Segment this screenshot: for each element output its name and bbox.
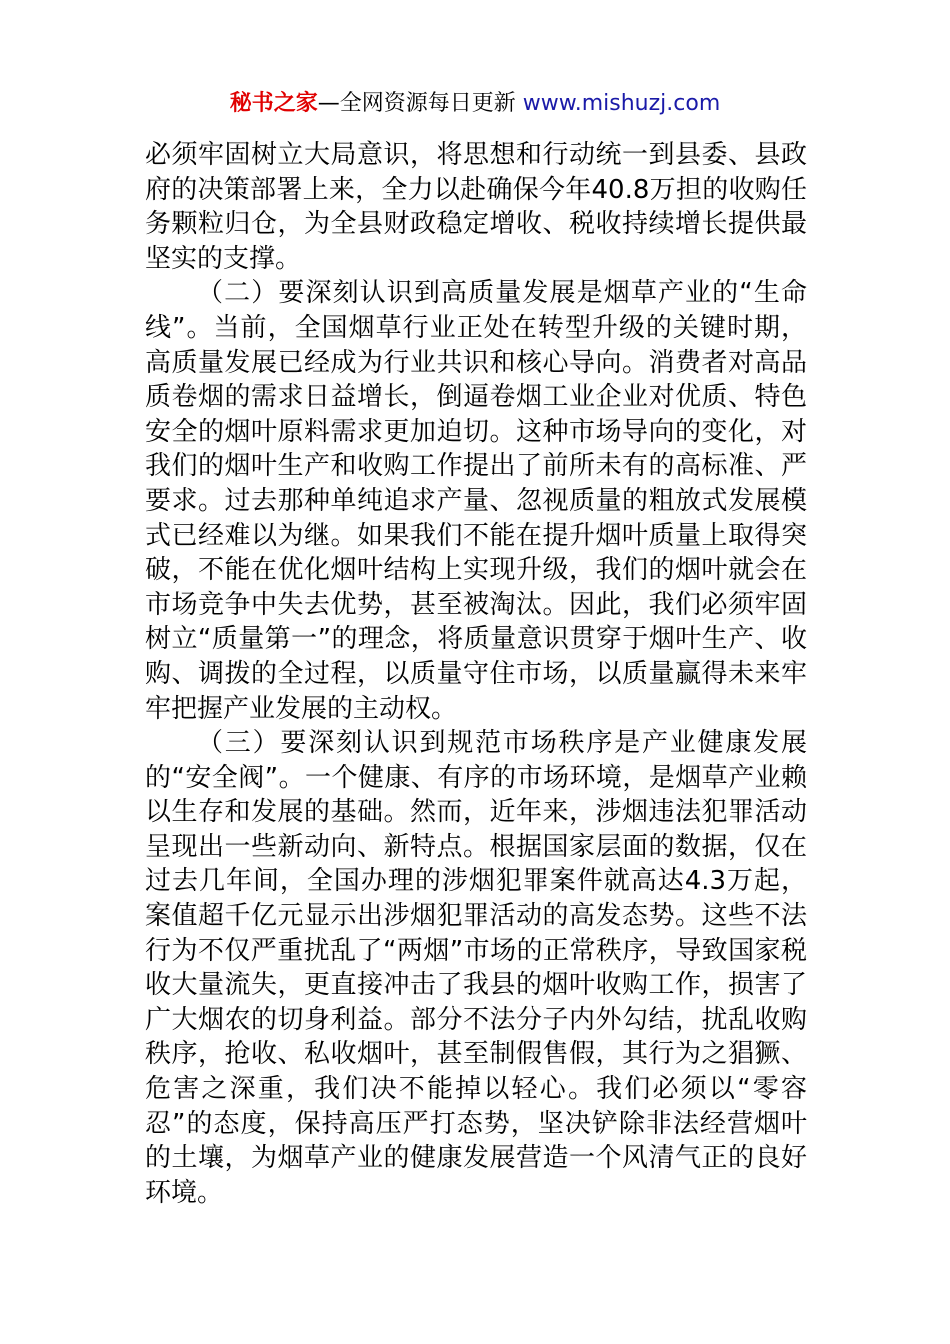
document-body [145,138,807,1210]
paragraph-section-three: （三）要深刻认识到规范市场秩序是产业健康发展的“安全阀”。一个健康、有序的市场环境，是烟草产业赖以生存和发展的基础。然而，近年来，涉烟违法犯罪活动呈现出一些新动向、新特点。根据国家层面的数据，仅在过去几年间，全国办理的涉烟犯罪案件就高达4.3万起，案值超千亿元显示出涉烟犯罪活动的高发态势。这些不法行为不仅严重扰乱了“两烟”市场的正常秩序，导致国家税收大量流失，更直接冲击了我县的烟叶收购工作，损害了广大烟农的切身利益。部分不法分子内外勾结，扰乱收购秩序，抢收、私收烟叶，甚至制假售假，其行为之猖獗、危害之深重，我们决不能掉以轻心。我们必须以“零容忍”的态度，保持高压严打态势，坚决铲除非法经营烟叶的土壤，为烟草产业的健康发展营造一个风清气正的良好环境。 [145,728,807,1208]
site-brand: 秘书之家 [229,91,318,116]
page-header [0,88,950,120]
site-tagline: —全网资源每日更新 [317,91,523,116]
paragraph-section-two: （二）要深刻认识到高质量发展是烟草产业的“生命线”。当前，全国烟草行业正处在转型升级的关键时期，高质量发展已经成为行业共识和核心导向。消费者对高品质卷烟的需求日益增长，倒逼卷烟工业企业对优质、特色安全的烟叶原料需求更加迫切。这种市场导向的变化，对我们的烟叶生产和收购工作提出了前所未有的高标准、严要求。过去那种单纯追求产量、忽视质量的粗放式发展模式已经难以为继。如果我们不能在提升烟叶质量上取得突破，不能在优化烟叶结构上实现升级，我们的烟叶就会在市场竞争中失去优势，甚至被淘汰。因此，我们必须牢固树立“质量第一”的理念，将质量意识贯穿于烟叶生产、收购、调拨的全过程，以质量守住市场，以质量赢得未来牢牢把握产业发展的主动权。 [145,278,807,724]
site-url[interactable]: www.mishuzj.com [522,91,721,116]
paragraph-continued: 必须牢固树立大局意识，将思想和行动统一到县委、县政府的决策部署上来，全力以赴确保今年40.8万担的收购任务颗粒归仓，为全县财政稳定增收、税收持续增长提供最坚实的支撑。 [145,140,807,274]
